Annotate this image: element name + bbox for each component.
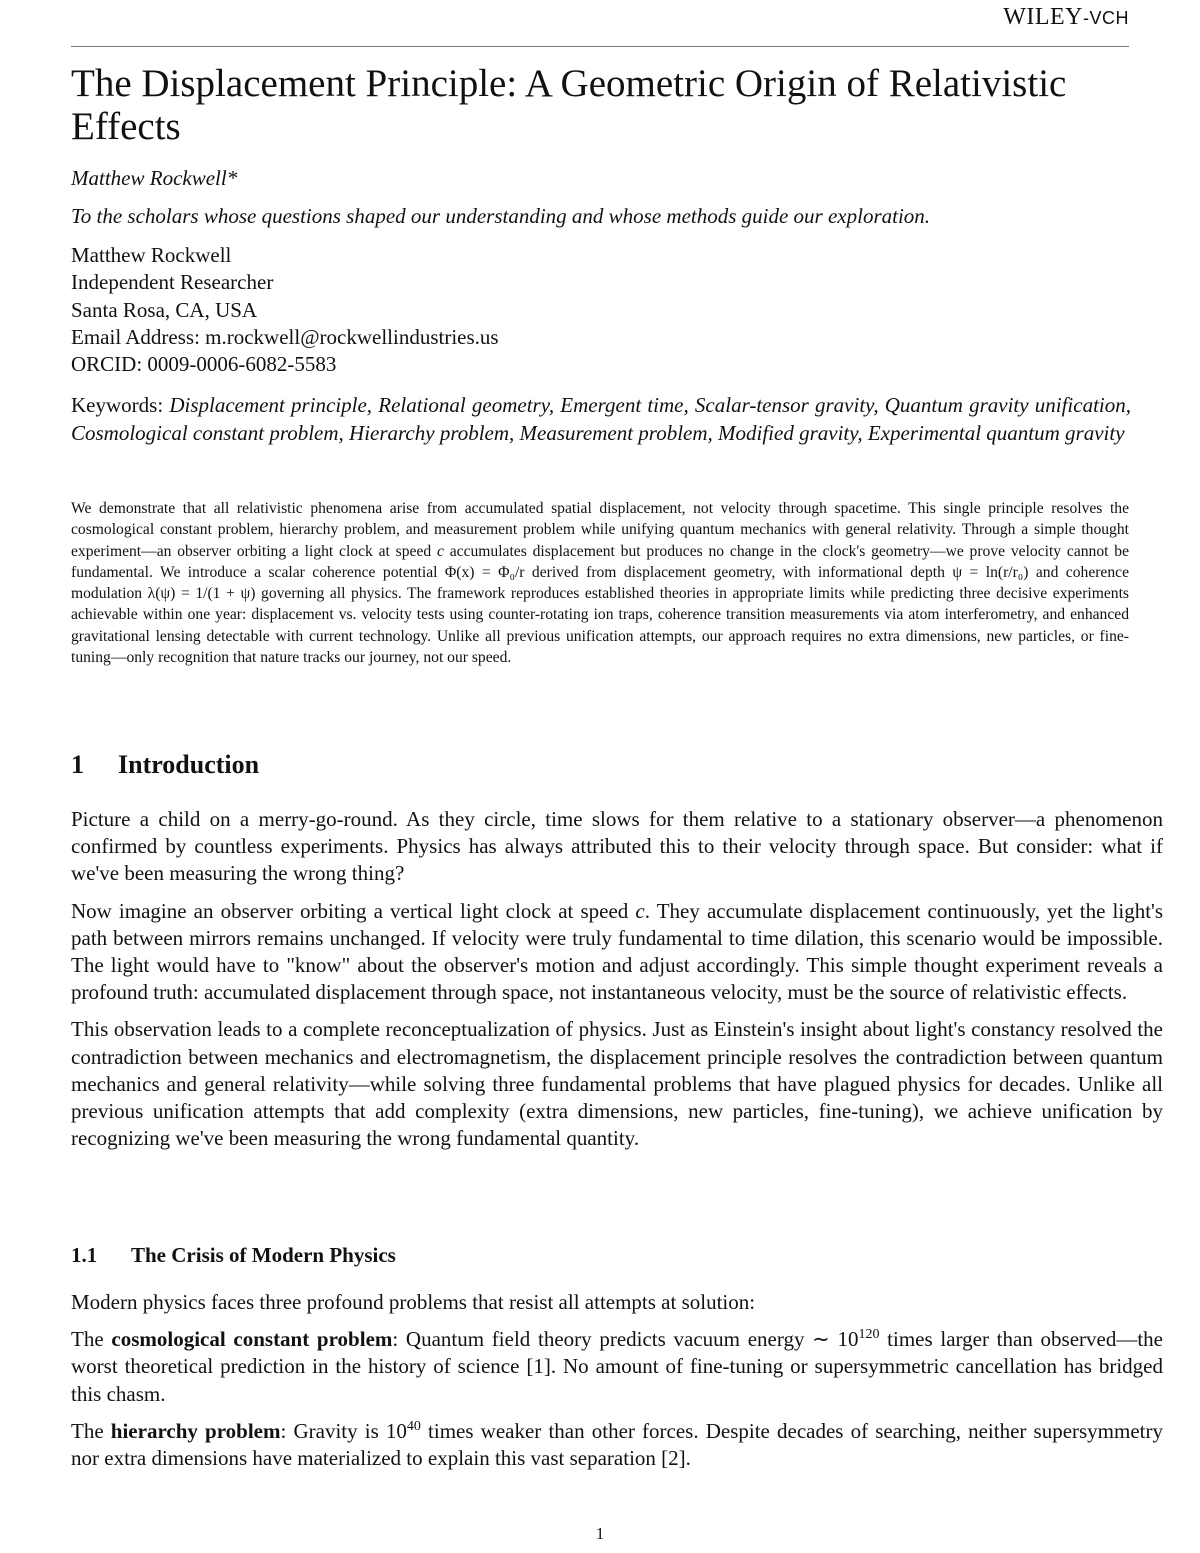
term-hierarchy-problem: hierarchy problem xyxy=(110,1418,281,1443)
abstract xyxy=(71,498,1129,668)
crisis-paragraph-3: The hierarchy problem: Gravity is $10^{40}$ times weaker than other forces. Despite decades of searching, neither supersymmetry nor extra dimensions have materialized to explain this vast separation [2]. xyxy=(71,1418,1164,1471)
abstract-text-2: accumulates displacement but produces no change in the clock's geometry—we prove velocity cannot be fundamental. We introduce a scalar coherence potential Φ(x) = Φ₀/r derived from displacement geometry, with informational depth ψ = ln(r/r₀) and coherence modulation λ(ψ) = 1/(1 + ψ) governing all physics. The framework reproduces established theories in appropriate limits while predicting three decisive experiments achievable within one year: displacement vs. velocity tests using counter-rotating ion traps, coherence transition measurements via atom interferometry, and enhanced gravitational lensing detectable with current technology. Unlike all previous unification attempts, our approach requires no extra dimensions, new particles, or fine-tuning—only recognition that nature tracks our journey, not our speed. xyxy=(71,542,1129,667)
intro-paragraph-1: Picture a child on a merry-go-round. As they circle, time slows for them relative to a stationary observer—a phenomenon confirmed by countless experiments. Physics has always attributed this to their velocity through space. But consider: what if we've been measuring the wrong thing? xyxy=(71,807,1163,886)
term-cosmological-constant: cosmological constant problem xyxy=(111,1327,393,1352)
publisher-name: WILEY xyxy=(1003,4,1083,30)
affiliation-location: Santa Rosa, CA, USA xyxy=(71,297,258,322)
subsection-heading-crisis xyxy=(71,1243,396,1268)
intro-paragraph-2: Now imagine an observer orbiting a vertical light clock at speed c. They accumulate displacement continuously, yet the light's path between mirrors remains unchanged. If velocity were truly fundamental to time dilation, this scenario would be impossible. The light would have to "know" about the observer's motion and adjust accordingly. This simple thought experiment reveals a profound truth: accumulated displacement through space, not instantaneous velocity, must be the source of relativistic effects. xyxy=(71,898,1164,1005)
affiliation-block xyxy=(71,242,499,378)
section-title: Introduction xyxy=(118,750,260,779)
abstract-text-1: We demonstrate that all relativistic phenomena arise from accumulated spatial displacement, not velocity through spacetime. This single principle resolves the cosmological constant problem, hierarchy problem, and measurement problem while unifying quantum mechanics with general relativity. Through a simple thought experiment—an observer orbiting a light clock at speed xyxy=(71,500,1129,560)
affiliation-email: Email Address: m.rockwell@rockwellindustries.us xyxy=(71,324,499,349)
abstract-var-c: c xyxy=(437,542,444,560)
introduction-body xyxy=(71,806,1163,1162)
intro-paragraph-3: This observation leads to a complete reconceptualization of physics. Just as Einstein's insight about light's constancy resolved the contradiction between mechanics and electromagnetism, the displacement principle resolves the contradiction between quantum mechanics and general relativity—while solving three fundamental problems that have plagued physics for decades. Unlike all previous unification attempts that add complexity (extra dimensions, new particles, fine-tuning), we achieve unification by recognizing we've been measuring the wrong fundamental quantity. xyxy=(71,1017,1163,1151)
crisis-paragraph-1: Modern physics faces three profound problems that resist all attempts at solution: xyxy=(71,1290,756,1314)
keywords xyxy=(71,392,1131,447)
subsection-title: The Crisis of Modern Physics xyxy=(131,1243,396,1267)
keywords-list: Displacement principle, Relational geometry, Emergent time, Scalar-tensor gravity, Quantum gravity unification, Cosmological constant problem, Hierarchy problem, Measurement problem, Modified gravity, Experimental quantum gravity xyxy=(71,393,1132,445)
section-number: 1 xyxy=(71,750,84,779)
affiliation-name: Matthew Rockwell xyxy=(71,243,232,267)
crisis-body xyxy=(71,1289,1163,1482)
publisher-logo xyxy=(1003,4,1129,31)
dedication: To the scholars whose questions shaped our understanding and whose methods guide our exploration. xyxy=(71,204,931,228)
section-heading-introduction xyxy=(71,750,259,780)
page-number: 1 xyxy=(595,1524,605,1543)
subsection-number: 1.1 xyxy=(71,1243,98,1267)
affiliation-orcid: ORCID: 0009-0006-6082-5583 xyxy=(71,352,337,377)
crisis-paragraph-2: The cosmological constant problem: Quantum field theory predicts vacuum energy ∼ $10^{120}$ times larger than observed—the worst theoretical prediction in the history of science [1]. No amount of fine-tuning or supersymmetric cancellation has bridged this chasm. xyxy=(71,1327,1163,1406)
affiliation-role: Independent Researcher xyxy=(71,270,274,295)
author-line: Matthew Rockwell* xyxy=(71,166,238,190)
publisher-suffix: -VCH xyxy=(1083,8,1129,28)
paper-title: The Displacement Principle: A Geometric Origin of Relativistic Effects xyxy=(71,62,1067,148)
keywords-label: Keywords: xyxy=(71,393,164,417)
header-rule xyxy=(71,46,1129,47)
